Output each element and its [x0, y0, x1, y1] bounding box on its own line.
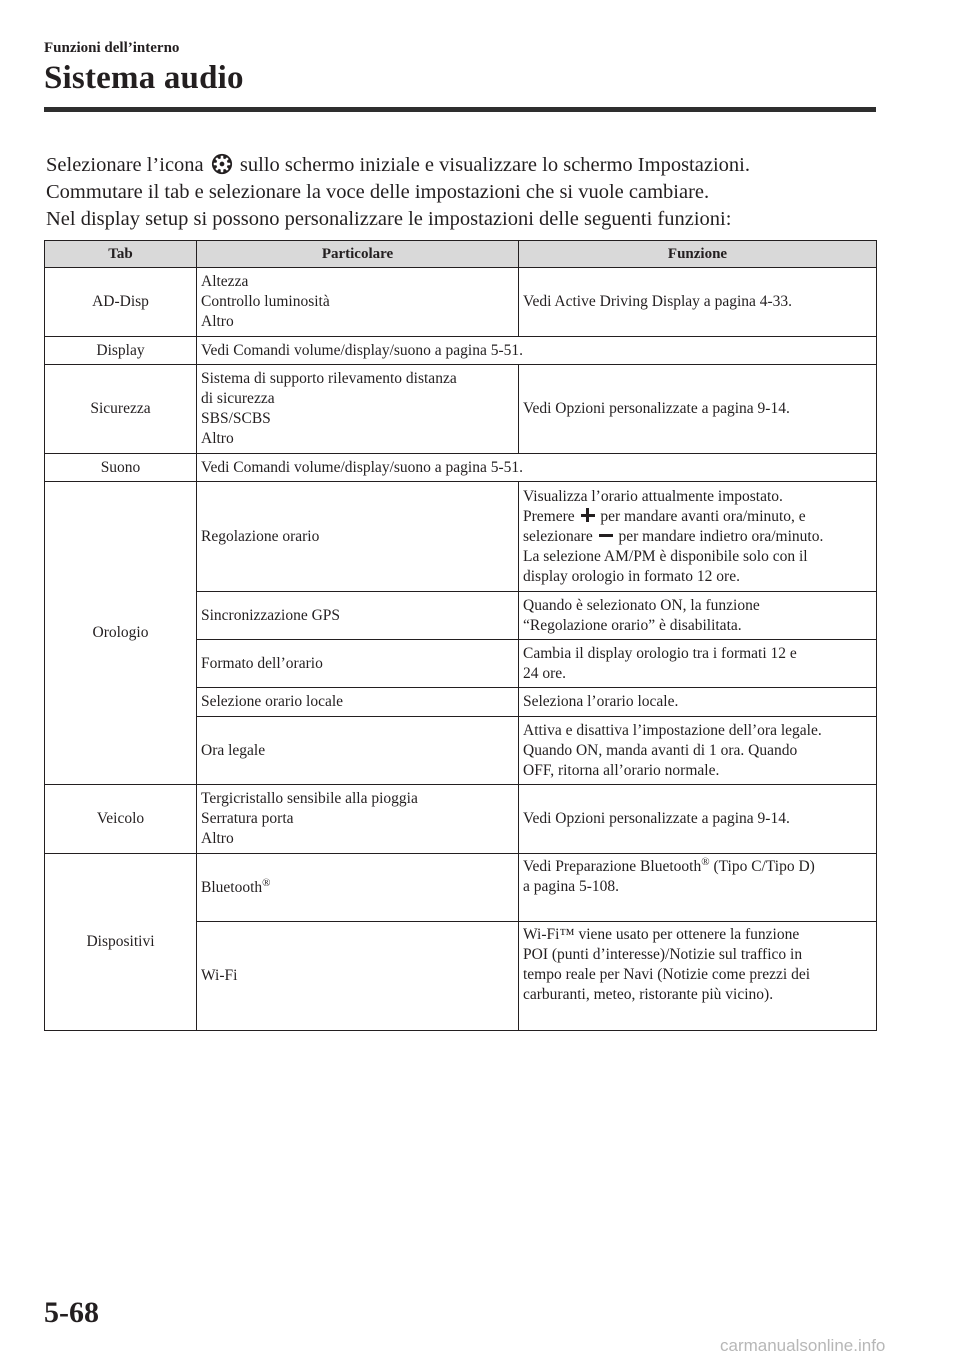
registered-mark: ® [262, 876, 271, 889]
header-tab: Tab [45, 241, 197, 268]
settings-table [44, 240, 877, 1031]
funzione-cell: Visualizza l’orario attualmente impostato. Premere per mandare avanti ora/minuto, e selezionare per mandare indietro ora/minuto. La selezione AM/PM è disponibile solo con il display orologio in formato 12 ore. [519, 482, 877, 592]
tab-cell: Sicurezza [45, 365, 197, 454]
funzione-cell: Vedi Opzioni personalizzate a pagina 9-14. [519, 785, 877, 854]
intro-line-2: Commutare il tab e selezionare la voce delle impostazioni che si vuole cambiare. [46, 181, 710, 203]
particolare-cell: Sincronizzazione GPS [197, 592, 519, 640]
minus-icon [599, 528, 613, 542]
table-row-dispositivi-bluetooth [45, 854, 877, 922]
title-divider [44, 107, 876, 112]
description-cell: Vedi Comandi volume/display/suono a pagina 5-51. [197, 454, 877, 482]
page-number: 5-68 [44, 1296, 99, 1329]
table-row-veicolo [45, 785, 877, 854]
particolare-cell: Sistema di supporto rilevamento distanza di sicurezza SBS/SCBS Altro [197, 365, 519, 454]
particolare-cell: Selezione orario locale [197, 688, 519, 717]
particolare-cell: Altezza Controllo luminosità Altro [197, 268, 519, 337]
table-header-row [45, 241, 877, 268]
intro-line-3: Nel display setup si possono personalizzare le impostazioni delle seguenti funzioni: [46, 208, 732, 230]
funzione-cell: Cambia il display orologio tra i formati 12 e 24 ore. [519, 640, 877, 688]
funzione-cell: Attiva e disattiva l’impostazione dell’ora legale. Quando ON, manda avanti di 1 ora. Quando OFF, ritorna all’orario normale. [519, 717, 877, 785]
description-cell: Vedi Comandi volume/display/suono a pagina 5-51. [197, 337, 877, 365]
intro-line-1: Selezionare l’icona sullo schermo iniziale e visualizzare lo schermo Impostazioni. [46, 154, 750, 176]
tab-cell: Suono [45, 454, 197, 482]
particolare-cell: Ora legale [197, 717, 519, 785]
tab-cell: Display [45, 337, 197, 365]
settings-gear-icon [211, 153, 233, 175]
particolare-cell: Formato dell’orario [197, 640, 519, 688]
particolare-cell: Wi-Fi [197, 922, 519, 1031]
page-title: Sistema audio [44, 60, 244, 96]
table-row-orologio-regolazione [45, 482, 877, 592]
funzione-cell: Vedi Preparazione Bluetooth® (Tipo C/Tipo D) a pagina 5-108. [519, 854, 877, 922]
header-particolare: Particolare [197, 241, 519, 268]
particolare-cell: Regolazione orario [197, 482, 519, 592]
funzione-cell: Vedi Active Driving Display a pagina 4-33. [519, 268, 877, 337]
table-row-addisp [45, 268, 877, 337]
watermark-text: carmanualsonline.info [720, 1336, 886, 1355]
tab-cell: Dispositivi [45, 854, 197, 1031]
funzione-cell: Vedi Opzioni personalizzate a pagina 9-14. [519, 365, 877, 454]
tab-cell: Veicolo [45, 785, 197, 854]
section-label: Funzioni dell’interno [44, 40, 180, 56]
funzione-cell: Seleziona l’orario locale. [519, 688, 877, 717]
particolare-cell: Bluetooth® [197, 854, 519, 922]
funzione-cell: Quando è selezionato ON, la funzione “Regolazione orario” è disabilitata. [519, 592, 877, 640]
plus-icon [581, 508, 595, 522]
tab-cell: AD-Disp [45, 268, 197, 337]
particolare-cell: Tergicristallo sensibile alla pioggia Serratura porta Altro [197, 785, 519, 854]
funzione-cell: Wi-Fi™ viene usato per ottenere la funzione POI (punti d’interesse)/Notizie sul traffico in tempo reale per Navi (Notizie come prezzi dei carburanti, meteo, ristorante più vicino). [519, 922, 877, 1031]
table-row-sicurezza [45, 365, 877, 454]
tab-cell: Orologio [45, 482, 197, 785]
header-funzione: Funzione [519, 241, 877, 268]
table-row-display [45, 337, 877, 365]
table-row-suono [45, 454, 877, 482]
intro-text [46, 152, 886, 233]
